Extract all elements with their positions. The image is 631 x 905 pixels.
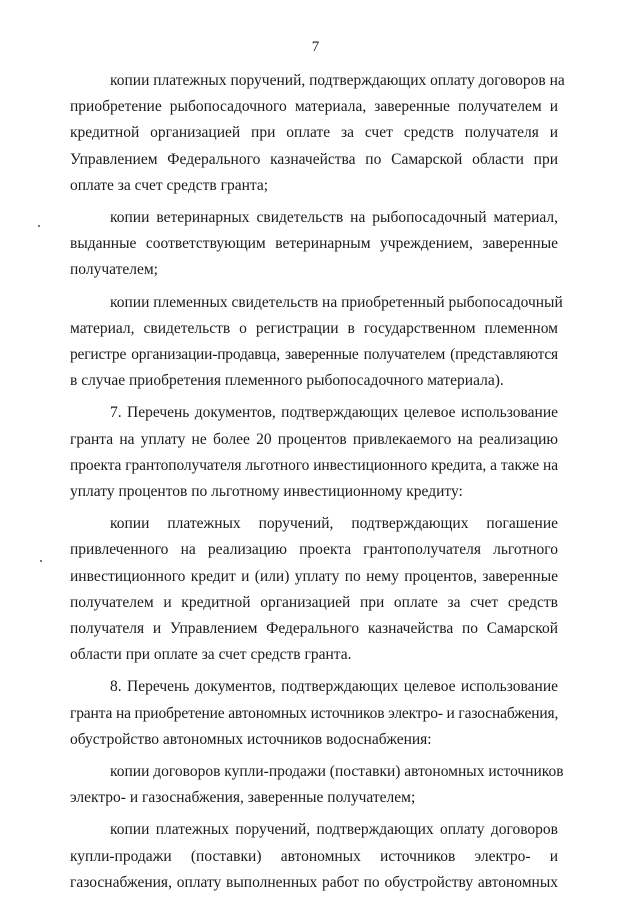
text-line: в случае приобретения племенного рыбопосадочного материала). — [70, 372, 504, 390]
text-line: оплате за счет средств гранта; — [70, 176, 269, 194]
text-line: Управлением Федерального казначейства по Самарской области при — [70, 150, 558, 168]
text-line: получателем; — [70, 261, 158, 279]
text-line: копии ветеринарных свидетельств на рыбопосадочный материал, — [110, 209, 558, 227]
text-line: обустройство автономных источников водоснабжения: — [70, 730, 432, 748]
text-line: копии платежных поручений, подтверждающих погашение — [110, 515, 558, 533]
paragraph — [70, 674, 558, 753]
paragraph — [70, 817, 558, 896]
text-line: области при оплате за счет средств гранта. — [70, 646, 352, 664]
text-line: уплату процентов по льготному инвестиционному кредиту: — [70, 483, 463, 501]
text-line: 7. Перечень документов, подтверждающих целевое использование — [110, 404, 558, 422]
text-line: материал, свидетельств о регистрации в государственном племенном — [70, 319, 558, 337]
text-line: инвестиционного кредит и (или) уплату по нему процентов, заверенные — [70, 567, 558, 585]
text-line: проекта грантополучателя льготного инвестиционного кредита, а также на — [70, 456, 558, 474]
paragraph — [70, 759, 564, 811]
text-line: кредитной организацией при оплате за счет средств получателя и — [70, 124, 558, 142]
paragraph — [70, 205, 558, 284]
text-line: копии платежных поручений, подтверждающих оплату договоров на — [110, 72, 565, 89]
text-line: копии племенных свидетельств на приобретенный рыбопосадочный — [110, 293, 563, 311]
page-number: 7 — [311, 39, 320, 55]
text-line: газоснабжения, оплату выполненных работ по обустройству автономных — [70, 873, 558, 891]
text-line: гранта на уплату не более 20 процентов привлекаемого на реализацию — [70, 430, 558, 448]
paragraph — [70, 511, 558, 668]
text-line: регистре организации-продавца, заверенные получателем (представляются — [70, 346, 558, 364]
text-line: копии платежных поручений, подтверждающих оплату договоров — [110, 821, 558, 839]
text-line: получателем и кредитной организацией при оплате за счет средств — [70, 593, 558, 611]
text-line: гранта на приобретение автономных источников электро- и газоснабжения, — [70, 704, 559, 722]
text-line: 8. Перечень документов, подтверждающих целевое использование — [110, 678, 558, 696]
paragraph — [70, 290, 563, 395]
document-body — [70, 68, 565, 902]
scan-speck — [38, 225, 40, 227]
scan-speck — [40, 560, 42, 562]
text-line: выданные соответствующим ветеринарным учреждением, заверенные — [70, 235, 558, 253]
text-line: копии договоров купли-продажи (поставки) автономных источников — [110, 763, 564, 781]
text-line: купли-продажи (поставки) автономных источников электро- и — [70, 847, 558, 865]
text-line: приобретение рыбопосадочного материала, заверенные получателем и — [70, 98, 558, 116]
text-line: получателя и Управлением Федерального казначейства по Самарской — [70, 620, 558, 638]
text-line: привлеченного на реализацию проекта грантополучателя льготного — [70, 541, 558, 559]
paragraph — [70, 68, 565, 199]
paragraph — [70, 400, 558, 505]
text-line: электро- и газоснабжения, заверенные получателем; — [70, 789, 416, 807]
